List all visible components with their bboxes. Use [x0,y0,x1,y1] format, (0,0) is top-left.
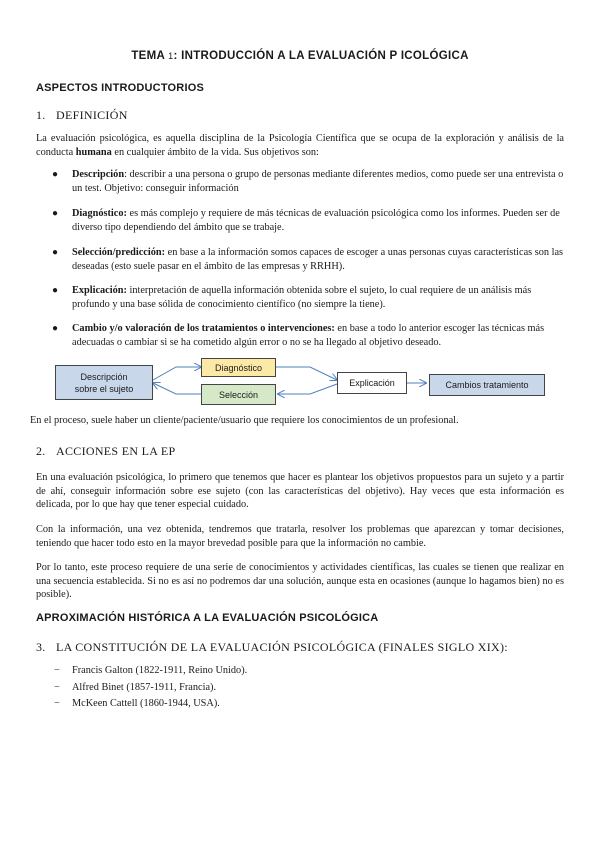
subheading-acciones: 2. ACCIONES EN LA EP [36,444,176,458]
objective-seleccion: ● Selección/predicción: en base a la información somos capaces de escoger a unas personas cuyas características son las deseadas (esto suele pasar en el ámbito de las empresas y RRHH). [52,247,564,272]
box-explicacion: Explicación [337,372,407,394]
arrow-descripcion-diagnostico [153,367,201,380]
bullet-icon: ● [52,323,59,334]
box-cambios-tratamiento: Cambios tratamiento [429,374,545,396]
bullet-icon: ● [52,169,59,180]
acciones-paragraph-3: Por lo tanto, este proceso requiere de una serie de conocimientos y actividades científicas, las cuales se tienen que realizar en una secuencia establecida. Si no es así no podremos dar una solución, aunque esta en ocasiones (aunque lo hagamos bien) no es posible). [36,562,564,600]
box-diagnostico: Diagnóstico [201,358,276,377]
page-title: TEMA 1: INTRODUCCIÓN A LA EVALUACIÓN P ICOLÓGICA [131,50,469,62]
section-heading-aspectos: ASPECTOS INTRODUCTORIOS [36,82,204,94]
list-item: − Alfred Binet (1857-1911, Francia). [54,682,217,693]
acciones-paragraph-2: Con la información, una vez obtenida, tendremos que tratarla, resolver los problemas que aparezcan y tomar decisiones, teniendo que hacer todo esto en la mayor brevedad posible para que la información no cambie. [36,524,564,549]
definicion-intro: La evaluación psicológica, es aquella disciplina de la Psicología Científica que se ocupa de la exploración y análisis de la conducta humana en cualquier ámbito de la vida. Sus objetivos son: [36,133,564,158]
after-diagram-text: En el proceso, suele haber un cliente/paciente/usuario que requiere los conocimientos de un profesional. [30,415,459,426]
acciones-paragraph-1: En una evaluación psicológica, lo primero que tenemos que hacer es plantear los objetivos propuestos para un sujeto y a partir de ahí, conseguir información sobre ese sujeto (con las características del objetivo). Hay veces que esta información es delicada, por lo que hay que tener especial cuidado. [36,472,564,510]
arrow-diagnostico-explicacion [276,367,337,380]
objective-explicacion: ● Explicación: interpretación de aquella información obtenida sobre el sujeto, lo cual requiere de un análisis más profundo y una base sólida de conocimiento científico (no siempre la tiene). [52,285,532,310]
bullet-icon: ● [52,285,59,296]
objective-diagnostico: ● Diagnóstico: es más complejo y requiere de más técnicas de evaluación psicológica como los informes. Pueden ser de diverso tipo dependiendo del ámbito que se trabaje. [52,208,560,233]
bullet-icon: ● [52,208,59,219]
section-heading-aproximacion: APROXIMACIÓN HISTÓRICA A LA EVALUACIÓN PSICOLÓGICA [36,612,379,624]
objective-descripcion: ● Descripción: describir a una persona o grupo de personas mediante diferentes medios, como puede ser una entrevista o un test. Objetivo: conseguir información [52,169,564,194]
list-item: − Francis Galton (1822-1911, Reino Unido). [54,665,248,676]
bullet-icon: ● [52,247,59,258]
arrow-seleccion-descripcion [153,383,201,394]
subheading-definicion: 1. DEFINICIÓN [36,108,128,122]
subheading-constitucion: 3. LA CONSTITUCIÓN DE LA EVALUACIÓN PSICOLÓGICA (FINALES SIGLO XIX): [36,640,508,654]
box-descripcion-sujeto: Descripción sobre el sujeto [55,365,153,400]
arrow-explicacion-seleccion [278,384,337,394]
box-seleccion: Selección [201,384,276,405]
objective-cambio: ● Cambio y/o valoración de los tratamientos o intervenciones: en base a todo lo anterior escoger las técnicas más adecuadas o cambiar si se ha cometido algún error o no se ha llegado al objetivo deseado. [52,323,545,348]
list-item: − McKeen Cattell (1860-1944, USA). [54,698,220,709]
